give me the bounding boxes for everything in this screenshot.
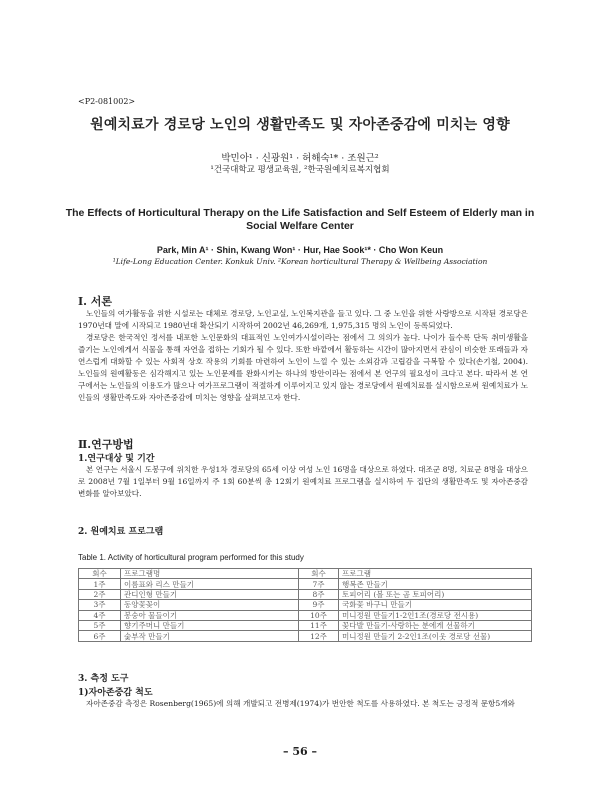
table-cell: 12주 xyxy=(299,631,339,641)
subsection-1-heading: 1.연구대상 및 기간 xyxy=(78,454,155,464)
page-number: – 56 – xyxy=(283,745,317,758)
table-cell: 숯부작 만들기 xyxy=(121,631,299,641)
table-cell: 미니정원 만들기 2-2인1조(이웃 경로당 선물) xyxy=(339,631,532,641)
table-row xyxy=(79,600,532,610)
methods-heading: Ⅱ.연구방법 xyxy=(78,438,134,451)
title-korean: 원예치료가 경로당 노인의 생활만족도 및 자아존중감에 미치는 영향 xyxy=(90,117,510,133)
affiliation-english: ¹Life-Long Education Center. Konkuk Univ. ²Korean horticultural Therapy & Wellbeing Association xyxy=(112,257,488,266)
table-row xyxy=(79,631,532,641)
authors-korean: 박민아¹ · 신광원¹ · 허해숙¹* · 조원근² xyxy=(221,153,379,164)
table-row xyxy=(79,589,532,599)
table-cell: 4주 xyxy=(79,610,121,620)
table-cell: 토피어리 (볼 또는 곰 토피어리) xyxy=(339,589,532,599)
subsection-3-heading: 3. 측정 도구 xyxy=(78,674,129,684)
authors-english: Park, Min A¹ · Shin, Kwang Won¹ · Hur, Hae Sook¹* · Cho Won Keun xyxy=(156,245,444,255)
program-table xyxy=(78,568,532,642)
table-cell: 동양꽃꽂이 xyxy=(121,600,299,610)
title-english-line2: Social Welfare Center xyxy=(246,220,354,232)
table-cell: 관디인형 만들기 xyxy=(121,589,299,599)
subsection-3a-heading: 1)자아존중감 척도 xyxy=(78,688,153,698)
table-header-cell: 회수 xyxy=(299,569,339,579)
subsection-2-heading: 2. 원예치료 프로그램 xyxy=(78,527,164,537)
table-cell: 3주 xyxy=(79,600,121,610)
table-row xyxy=(79,610,532,620)
table-cell: 국화꽃 바구니 만들기 xyxy=(339,600,532,610)
intro-paragraph-2: 경로당은 한국적인 정서를 내포한 노인문화의 대표적인 노인여가시설이라는 점에서 그 의의가 높다. 나이가 들수록 단독 취미생활을 즐기는 노인에게서 식물을 통해 자연을 접하는 기회가 될 수 있다. 또한 바깥에서 활동하는 시간이 많아지면서 관심이 비슷한 또래들과 자연스럽게 대화할 수 있는 사회적 상호 작용의 기회를 마련하여 노인이 느낄 수 있는 소외감과 고립감을 극복할 수 있다(손기철, 2004). 노인들의 원예활동은 심각해지고 있는 노인문제를 완화시키는 하나의 방안이라는 점에서 본 연구의 필요성이 크다고 본다. 따라서 본 연구에서는 노인들의 이용도가 많으나 여가프로그램이 적절하게 이루어지고 있지 않는 경로당에서 원예치료를 실시함으로써 원예치료가 노인들의 생활만족도와 자아존중감에 미치는 영향을 살펴보고자 한다. xyxy=(78,333,529,402)
paper-code: <P2-081002> xyxy=(78,97,136,106)
table-cell: 2주 xyxy=(79,589,121,599)
table-row xyxy=(79,579,532,589)
title-english xyxy=(60,207,540,233)
title-english-line1: The Effects of Horticultural Therapy on the Life Satisfaction and Self Esteem of Elderly man in xyxy=(65,207,535,219)
table-cell: 11주 xyxy=(299,620,339,630)
table-header-cell: 프로그램명 xyxy=(121,569,299,579)
table-cell: 5주 xyxy=(79,620,121,630)
table-cell: 10주 xyxy=(299,610,339,620)
table-cell: 1주 xyxy=(79,579,121,589)
table-header-cell: 회수 xyxy=(79,569,121,579)
table-cell: 행복존 만들기 xyxy=(339,579,532,589)
table-cell: 6주 xyxy=(79,631,121,641)
affiliation-korean: ¹건국대학교 평생교육원, ²한국원예치료복지협회 xyxy=(210,165,390,175)
table-cell: 이름표와 리스 만들기 xyxy=(121,579,299,589)
table-cell: 9주 xyxy=(299,600,339,610)
table-header-cell: 프로그램 xyxy=(339,569,532,579)
table-row xyxy=(79,620,532,630)
table-cell: 꽃다발 만들기-사랑하는 분에게 선물하기 xyxy=(339,620,532,630)
intro-heading: Ⅰ. 서론 xyxy=(78,295,113,308)
table-caption: Table 1. Activity of horticultural program performed for this study xyxy=(78,553,304,562)
subsection-3a-paragraph: 자아존중감 측정은 Rosenberg(1965)에 의해 개발되고 전병제(1974)가 번안한 척도를 사용하였다. 본 척도는 긍정적 문항5개와 xyxy=(86,699,515,708)
intro-paragraph-1: 노인들의 여가활동을 위한 시설로는 대체로 경로당, 노인교실, 노인복지관을 들고 있다. 그 중 노인을 위한 사랑방으로 시작된 경로당은 1970년대 말에 시작되고 1980년대 확산되기 시작하여 2002년 46,269개, 1,975,315 명의 노인이 등록되었다. xyxy=(78,309,528,330)
table-cell: 미니정원 만들기1-2인1조(경로당 전시용) xyxy=(339,610,532,620)
table-cell: 향기주머니 만들기 xyxy=(121,620,299,630)
table-cell: 8주 xyxy=(299,589,339,599)
table-cell: 7주 xyxy=(299,579,339,589)
table-header-row xyxy=(79,569,532,579)
subsection-1-paragraph: 본 연구는 서울시 도봉구에 위치한 우성1차 경로당의 65세 이상 여성 노인 16명을 대상으로 하였다. 대조군 8명, 치료군 8명을 대상으로 2008년 7월 1일부터 9월 16일까지 주 1회 60분씩 총 12회기 원예치료 프로그램을 실시하여 두 집단의 생활만족도 및 자아존중감 변화를 알아보았다. xyxy=(78,465,528,498)
table-cell: 봉숭아 물들이기 xyxy=(121,610,299,620)
